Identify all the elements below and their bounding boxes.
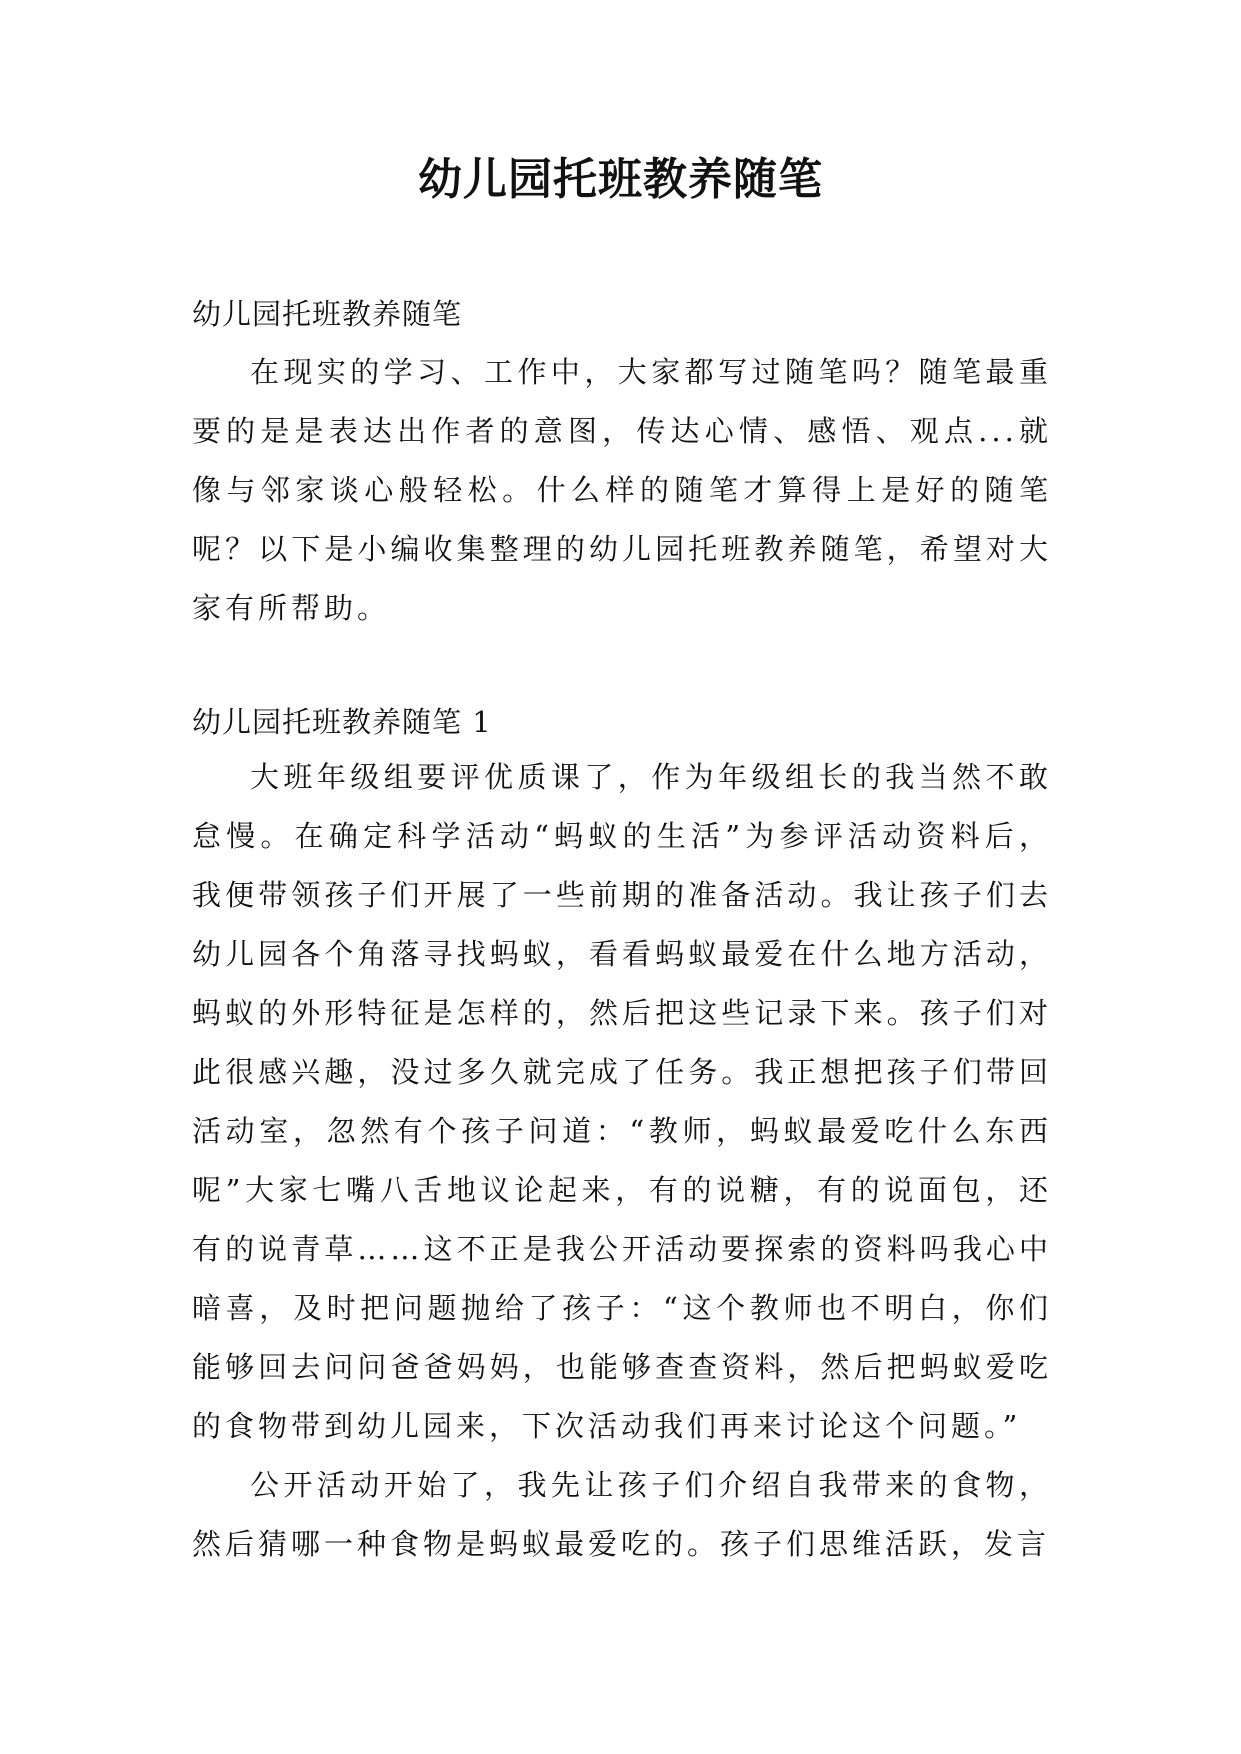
intro-heading: 幼儿园托班教养随笔 xyxy=(192,297,463,331)
intro-paragraph: 在现实的学习、工作中，大家都写过随笔吗？随笔最重要的是是表达出作者的意图，传达心情、感悟、观点...就像与邻家谈心般轻松。什么样的随笔才算得上是好的随笔呢？以下是小编收集整理的幼儿园托班教养随笔，希望对大家有所帮助。 xyxy=(192,355,1052,625)
section-heading: 幼儿园托班教养随笔 1 xyxy=(192,705,492,739)
section-paragraph: 公开活动开始了，我先让孩子们介绍自我带来的食物，然后猜哪一种食物是蚂蚁最爱吃的。孩子们思维活跃，发言 xyxy=(192,1468,1052,1561)
section-paragraph: 大班年级组要评优质课了，作为年级组长的我当然不敢怠慢。在确定科学活动“蚂蚁的生活”为参评活动资料后，我便带领孩子们开展了一些前期的准备活动。我让孩子们去幼儿园各个角落寻找蚂蚁，看看蚂蚁最爱在什么地方活动，蚂蚁的外形特征是怎样的，然后把这些记录下来。孩子们对此很感兴趣，没过多久就完成了任务。我正想把孩子们带回活动室，忽然有个孩子问道：“教师，蚂蚁最爱吃什么东西呢”大家七嘴八舌地议论起来，有的说糖，有的说面包，还有的说青草……这不正是我公开活动要探索的资料吗我心中暗喜，及时把问题抛给了孩子：“这个教师也不明白，你们能够回去问问爸爸妈妈，也能够查查资料，然后把蚂蚁爱吃的食物带到幼儿园来，下次活动我们再来讨论这个问题。” xyxy=(192,760,1052,1443)
section-spacer xyxy=(192,638,1052,698)
document-body xyxy=(192,290,1052,1574)
document-title: 幼儿园托班教养随笔 xyxy=(418,154,823,205)
